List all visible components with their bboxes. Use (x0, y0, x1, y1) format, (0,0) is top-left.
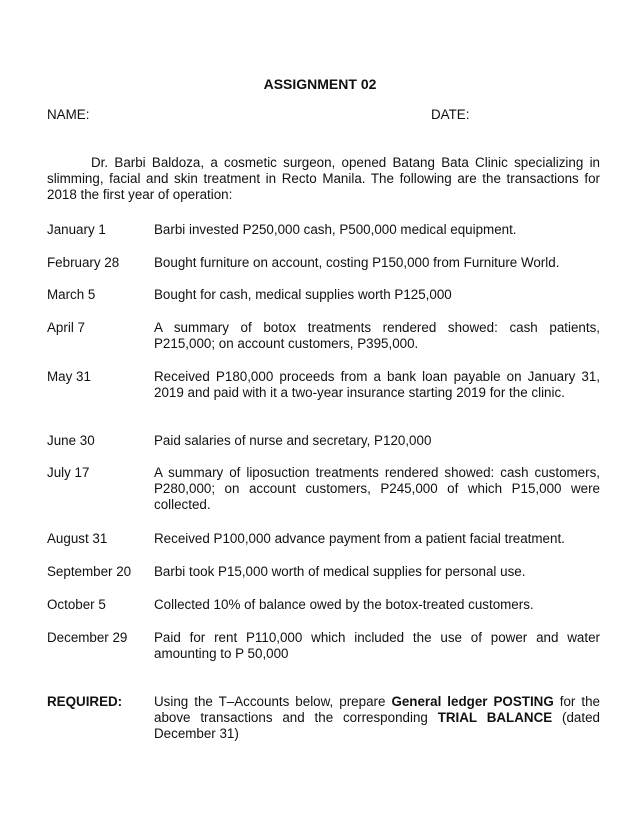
required-instructions (154, 694, 600, 742)
transaction-entry (47, 255, 600, 271)
transaction-date: August 31 (47, 531, 108, 546)
intro-paragraph: Dr. Barbi Baldoza, a cosmetic surgeon, opened Batang Bata Clinic specializing in slimming, facial and skin treatment in Recto Manila. The following are the transactions for 2018 the first year of operation: (47, 155, 600, 202)
transaction-entry (47, 320, 600, 352)
transaction-description: Paid salaries of nurse and secretary, P120,000 (154, 433, 432, 448)
transaction-date: February 28 (47, 255, 120, 270)
transaction-date: May 31 (47, 369, 91, 384)
transaction-entry (47, 564, 600, 580)
transaction-description: Received P100,000 advance payment from a patient facial treatment. (154, 531, 565, 546)
transaction-date: June 30 (47, 433, 95, 448)
transaction-description: Barbi took P15,000 worth of medical supplies for personal use. (154, 564, 526, 579)
transaction-date: October 5 (47, 597, 106, 612)
date-label: DATE: (431, 107, 470, 122)
transaction-date: January 1 (47, 222, 106, 237)
transaction-date: March 5 (47, 287, 96, 302)
required-label: REQUIRED: (47, 694, 123, 709)
transaction-entry (47, 597, 600, 613)
transaction-entry (47, 433, 600, 449)
required-emphasis-ledger: General ledger POSTING (391, 694, 554, 709)
transaction-description: Bought furniture on account, costing P150,000 from Furniture World. (154, 255, 560, 270)
required-text: Using the T–Accounts below, prepare (154, 694, 392, 709)
transaction-date: July 17 (47, 465, 90, 480)
page-title: ASSIGNMENT 02 (263, 76, 377, 92)
transaction-description: A summary of liposuction treatments rendered showed: cash customers, P280,000; on account customers, P245,000 of which P15,000 were collected. (154, 465, 600, 512)
transaction-entry (47, 287, 600, 303)
transaction-description: Received P180,000 proceeds from a bank loan payable on January 31, 2019 and paid with it a two-year insurance starting 2019 for the clinic. (154, 369, 600, 400)
transaction-description: Barbi invested P250,000 cash, P500,000 medical equipment. (154, 222, 517, 237)
transaction-date: April 7 (47, 320, 85, 335)
transaction-entry (47, 465, 600, 513)
required-text: (dated December 31) (154, 710, 600, 741)
transaction-entry (47, 369, 600, 401)
name-label: NAME: (47, 107, 90, 122)
transaction-description: Paid for rent P110,000 which included the use of power and water amounting to P 50,000 (154, 630, 600, 661)
transaction-description: A summary of botox treatments rendered showed: cash patients, P215,000; on account customers, P395,000. (154, 320, 600, 351)
transaction-entry (47, 630, 600, 662)
required-emphasis-trial-balance: TRIAL BALANCE (437, 710, 553, 725)
transaction-entry (47, 222, 600, 238)
transaction-date: December 29 (47, 630, 128, 645)
transaction-date: September 20 (47, 564, 132, 579)
transaction-description: Collected 10% of balance owed by the botox-treated customers. (154, 597, 534, 612)
required-text: for the above transactions and the corresponding (154, 694, 601, 725)
required-section (47, 694, 600, 742)
transaction-description: Bought for cash, medical supplies worth P125,000 (154, 287, 452, 302)
transaction-entry (47, 531, 600, 547)
